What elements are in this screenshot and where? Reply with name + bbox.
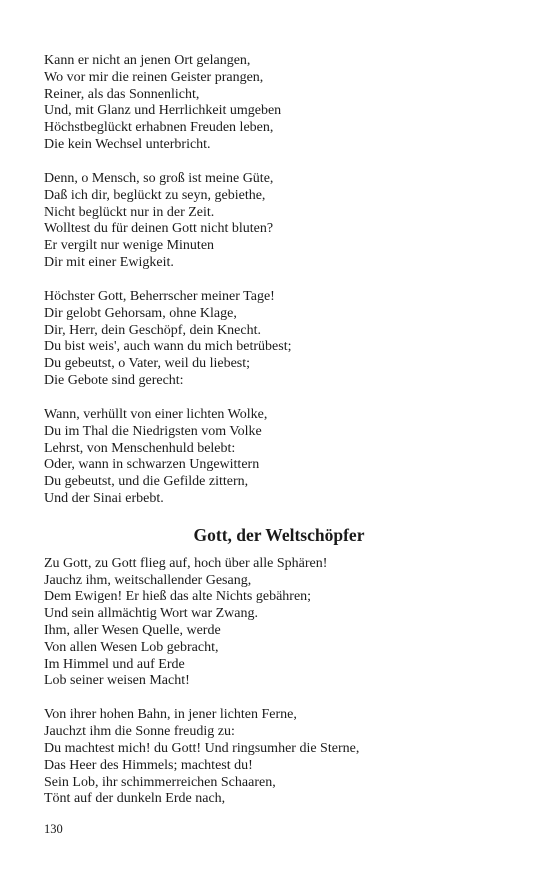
verse-line: Daß ich dir, beglückt zu seyn, gebiethe, bbox=[44, 187, 266, 203]
verse-line: Dir, Herr, dein Geschöpf, dein Knecht. bbox=[44, 322, 261, 338]
verse-line: Kann er nicht an jenen Ort gelangen, bbox=[44, 53, 251, 68]
verse-line: Dir gelobt Gehorsam, ohne Klage, bbox=[44, 305, 237, 321]
page-number: 130 bbox=[44, 822, 63, 836]
verse-line: Oder, wann in schwarzen Ungewittern bbox=[44, 457, 260, 473]
verse-line: Im Himmel und auf Erde bbox=[44, 656, 185, 672]
stanza bbox=[44, 707, 514, 808]
verse-line: Wann, verhüllt von einer lichten Wolke, bbox=[44, 406, 268, 422]
verse-line: Dir mit einer Ewigkeit. bbox=[44, 254, 174, 270]
verse-line: Lob seiner weisen Macht! bbox=[44, 673, 190, 689]
verse-line: Zu Gott, zu Gott flieg auf, hoch über alle Sphären! bbox=[44, 555, 328, 571]
verse-line: Und der Sinai erbebt. bbox=[44, 490, 164, 506]
verse-line: Dem Ewigen! Er hieß das alte Nichts gebähren; bbox=[44, 589, 312, 605]
verse-line: Die kein Wechsel unterbricht. bbox=[44, 136, 211, 152]
verse-line: Du gebeutst, o Vater, weil du liebest; bbox=[44, 356, 251, 372]
stanza bbox=[44, 556, 514, 690]
stanzas-after-title bbox=[44, 556, 514, 808]
verse-line: Reiner, als das Sonnenlicht, bbox=[44, 86, 200, 102]
verse-line: Sein Lob, ihr schimmerreichen Schaaren, bbox=[44, 774, 276, 790]
verse-line: Höchstbeglückt erhabnen Freuden leben, bbox=[44, 120, 274, 136]
verse-line: Ihm, aller Wesen Quelle, werde bbox=[44, 623, 221, 639]
verse-line: Von allen Wesen Lob gebracht, bbox=[44, 639, 219, 655]
verse-line: Du gebeutst, und die Gefilde zittern, bbox=[44, 474, 249, 490]
verse-line: Du bist weis', auch wann du mich betrübest; bbox=[44, 339, 292, 355]
stanza bbox=[44, 171, 514, 272]
verse-line: Höchster Gott, Beherrscher meiner Tage! bbox=[44, 288, 275, 304]
poem-page bbox=[44, 53, 514, 825]
verse-line: Von ihrer hohen Bahn, in jener lichten Ferne, bbox=[44, 707, 297, 723]
section-title: Gott, der Weltschöpfer bbox=[193, 524, 365, 545]
verse-line: Er vergilt nur wenige Minuten bbox=[44, 238, 215, 254]
verse-line: Du machtest mich! du Gott! Und ringsumher die Sterne, bbox=[44, 741, 360, 757]
stanza bbox=[44, 407, 514, 508]
verse-line: Tönt auf der dunkeln Erde nach, bbox=[44, 791, 226, 807]
verse-line: Denn, o Mensch, so groß ist meine Güte, bbox=[44, 170, 274, 186]
verse-line: Jauchzt ihm die Sonne freudig zu: bbox=[44, 724, 235, 740]
verse-line: Du im Thal die Niedrigsten vom Volke bbox=[44, 423, 262, 439]
verse-line: Das Heer des Himmels; machtest du! bbox=[44, 757, 253, 773]
verse-line: Wo vor mir die reinen Geister prangen, bbox=[44, 69, 264, 85]
verse-line: Lehrst, von Menschenhuld belebt: bbox=[44, 440, 236, 456]
verse-line: Jauchz ihm, weitschallender Gesang, bbox=[44, 572, 252, 588]
stanza bbox=[44, 53, 514, 154]
verse-line: Wolltest du für deinen Gott nicht bluten? bbox=[44, 221, 274, 237]
verse-line: Und, mit Glanz und Herrlichkeit umgeben bbox=[44, 103, 282, 119]
stanzas-before-title bbox=[44, 53, 514, 508]
verse-line: Die Gebote sind gerecht: bbox=[44, 372, 184, 388]
verse-line: Und sein allmächtig Wort war Zwang. bbox=[44, 606, 259, 622]
verse-line: Nicht beglückt nur in der Zeit. bbox=[44, 204, 215, 220]
stanza bbox=[44, 289, 514, 390]
